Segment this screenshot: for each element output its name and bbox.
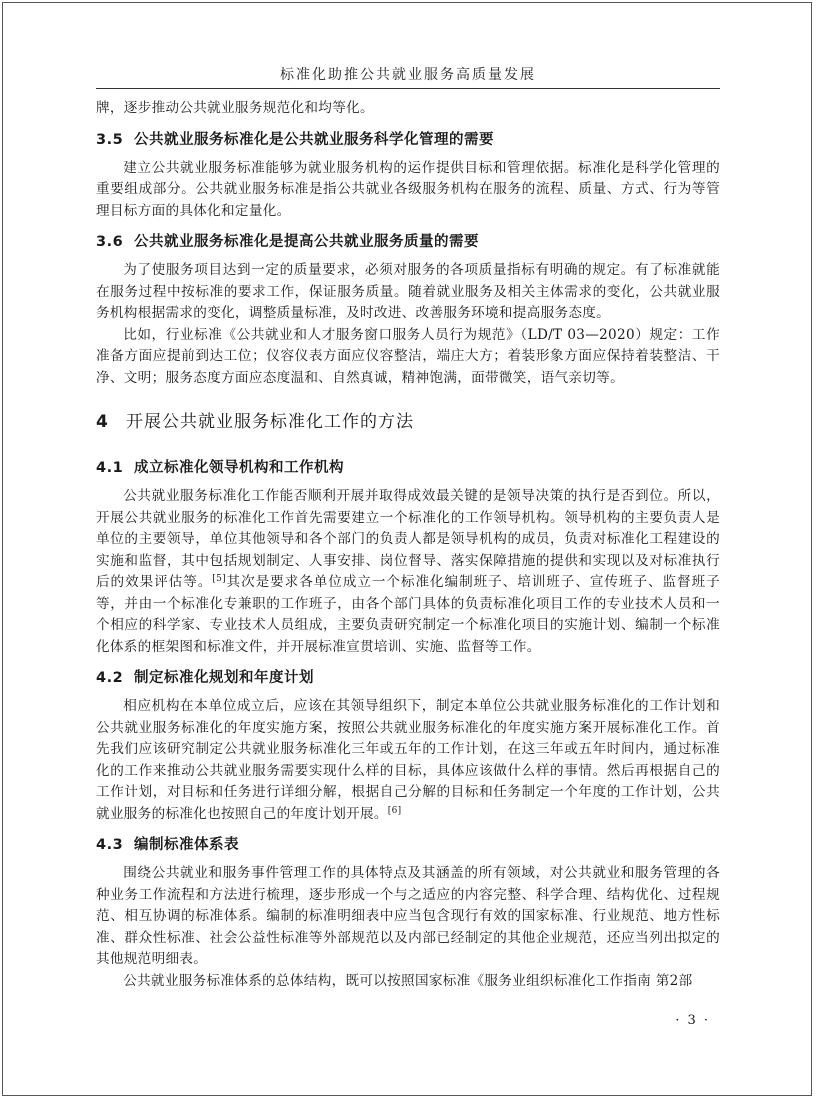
page-content xyxy=(96,98,720,992)
running-header: 标准化助推公共就业服务高质量发展 xyxy=(280,67,536,83)
section-number: 3.6 xyxy=(96,234,124,250)
paragraph: 比如，行业标准《公共就业和人才服务窗口服务人员行为规范》（LD/T 03—2020）规定：工作准备方面应提前到达工位；仪容仪表方面应仪容整洁，端庄大方；着装形象方面应保持着装整洁、干净、文明；服务态度方面应态度温和、自然真诚，精神饱满，面带微笑，语气亲切等。 xyxy=(96,326,720,386)
paragraph: 公共就业服务标准体系的总体结构，既可以按照国家标准《服务业组织标准化工作指南 第2部 xyxy=(123,972,693,989)
section-number: 3.5 xyxy=(96,131,124,148)
paragraph: 为了使服务项目达到一定的质量要求，必须对服务的各项质量指标有明确的规定。有了标准就能在服务过程中按标准的要求工作，保证服务质量。随着就业服务及相关主体需求的变化，公共就业服务机构根据需求的变化，调整质量标准，及时改进、改善服务环境和提高服务态度。 xyxy=(96,262,720,321)
section-heading-4-3 xyxy=(96,834,720,856)
paragraph-text: 相应机构在本单位成立后，应该在其领导组织下，制定本单位公共就业服务标准化的工作计划和公共就业服务标准化的年度实施方案，按照公共就业服务标准化的年度实施方案开展标准化工作。首先我们应该研究制定公共就业服务标准化三年或五年的工作计划，在这三年或五年时间内，通过标准化的工作来推动公共就业服务需要实现什么样的目标，具体应该做什么样的事情。然后再根据自己的工作计划，对目标和任务进行详细分解，根据自己分解的目标和任务制定一个年度的工作计划，公共就业服务的标准化也按照自己的年度计划开展。 xyxy=(96,698,720,822)
paragraph-text: 其次是要求各单位成立一个标准化编制班子、培训班子、宣传班子、监督班子等，并由一个标准化专兼职的工作班子，由各个部门具体的负责标准化项目工作的专业技术人员和一个相应的科学家、专业技术人员组成，主要负责研究制定一个标准化项目的实施计划、编制一个标准化体系的框架图和标准文件，并开展标准宣贯培训、实施、监督等工作。 xyxy=(96,574,720,655)
header-rule xyxy=(96,88,720,89)
paragraph-text: 公共就业服务标准化工作能否顺利开展并取得成效最关键的是领导决策的执行是否到位。所以，开展公共就业服务的标准化工作首先需要建立一个标准化的工作领导机构。领导机构的主要负责人是单位的主要领导，单位其他领导和各个部门的负责人都是领导机构的成员，负责对标准化工程建设的实施和监督，其中包括规划制定、人事安排、岗位督导、落实保障措施的提供和实现以及对标准执行后的效果评估等。 xyxy=(96,488,720,590)
paragraph xyxy=(96,486,720,658)
section-number: 4.1 xyxy=(96,460,124,476)
paragraph: 建立公共就业服务标准能够为就业服务机构的运作提供目标和管理依据。标准化是科学化管理的重要组成部分。公共就业服务标准是指公共就业各级服务机构在服务的流程、质量、方式、行为等管理目标方面的具体化和定量化。 xyxy=(96,159,720,219)
paragraph-continued: 牌，逐步推动公共就业服务规范化和均等化。 xyxy=(96,100,374,116)
section-number: 4.3 xyxy=(96,837,124,853)
chapter-heading-4 xyxy=(96,409,720,435)
section-heading-4-1 xyxy=(96,457,720,479)
section-heading-3-5 xyxy=(96,129,720,151)
section-title: 公共就业服务标准化是提高公共就业服务质量的需要 xyxy=(134,234,479,250)
section-heading-3-6 xyxy=(96,231,720,253)
section-title: 成立标准化领导机构和工作机构 xyxy=(134,460,344,476)
section-title: 公共就业服务标准化是公共就业服务科学化管理的需要 xyxy=(134,131,494,148)
section-number: 4.2 xyxy=(96,670,124,686)
citation-ref: [5] xyxy=(212,574,226,584)
chapter-title: 开展公共就业服务标准化工作的方法 xyxy=(126,412,414,432)
paragraph xyxy=(96,696,720,825)
citation-ref: [6] xyxy=(387,805,402,816)
page-number: · 3 · xyxy=(675,1013,710,1028)
section-title: 编制标准体系表 xyxy=(134,837,239,853)
paragraph: 围绕公共就业和服务事件管理工作的具体特点及其涵盖的所有领域，对公共就业和服务管理的各种业务工作流程和方法进行梳理，逐步形成一个与之适应的内容完整、科学合理、结构优化、过程规范、相互协调的标准体系。编制的标准明细表中应当包含现行有效的国家标准、行业规范、地方性标准、群众性标准、社会公益性标准等外部规范以及内部已经制定的其他企业规范，还应当列出拟定的其他规范明细表。 xyxy=(96,865,720,967)
section-heading-4-2 xyxy=(96,667,720,689)
section-title: 制定标准化规划和年度计划 xyxy=(134,670,314,686)
chapter-number: 4 xyxy=(96,412,109,432)
